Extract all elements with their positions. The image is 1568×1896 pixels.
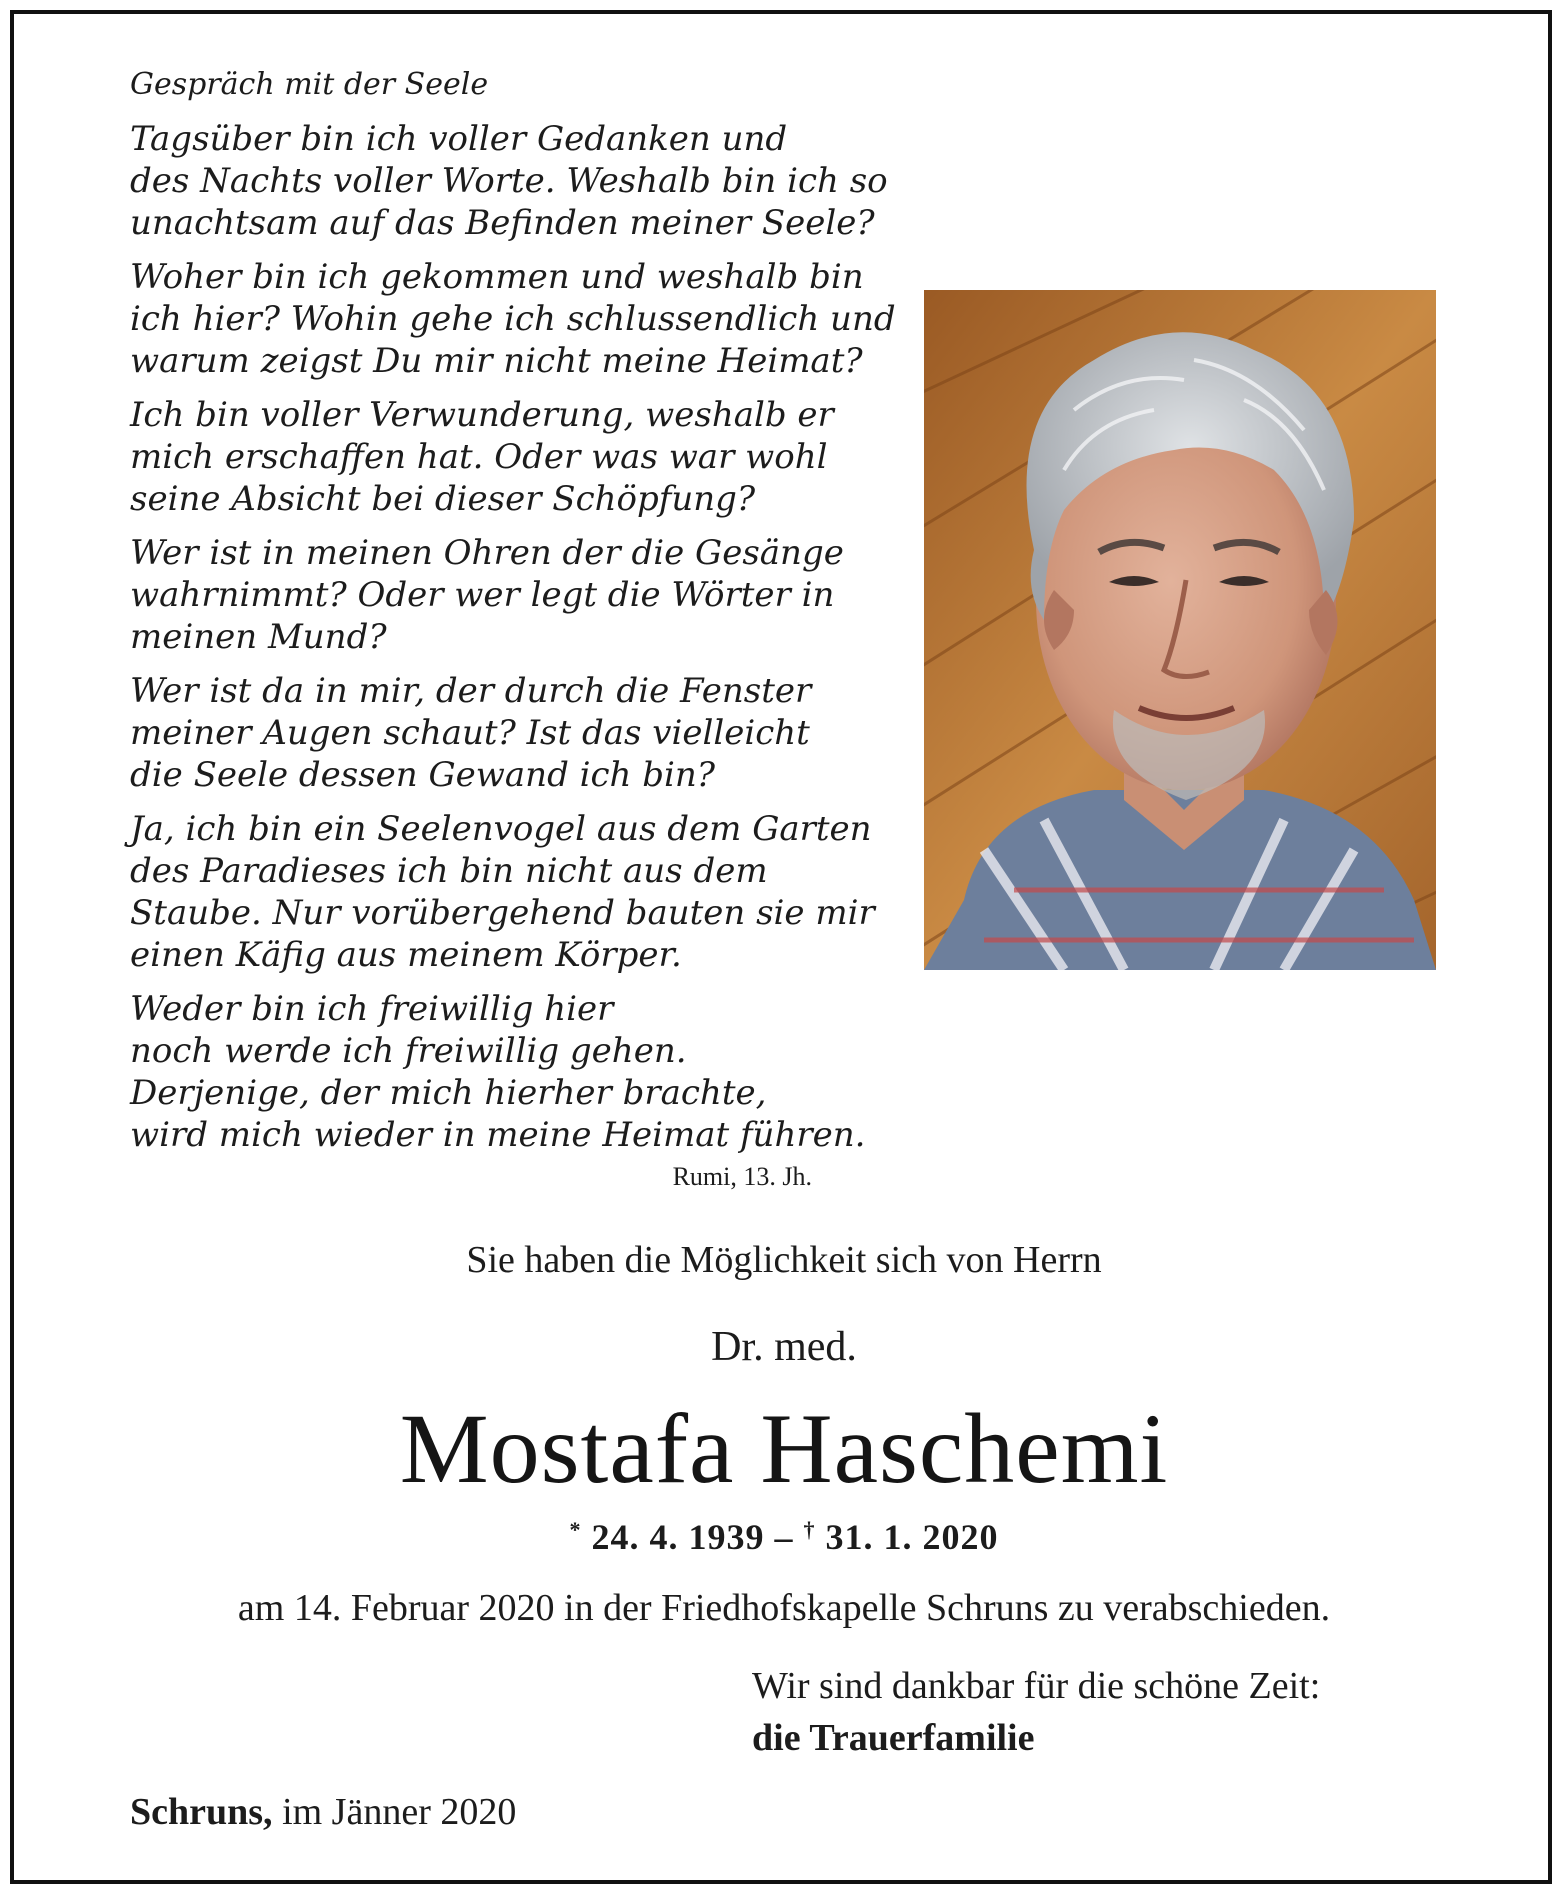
poem-line: seine Absicht bei dieser Schöpfung? (130, 479, 756, 519)
death-symbol: † (803, 1517, 816, 1542)
poem-line: noch werde ich freiwillig gehen. (130, 1031, 687, 1071)
poem-line: Tagsüber bin ich voller Gedanken und (130, 119, 788, 159)
poem-line: des Paradieses ich bin nicht aus dem (130, 851, 768, 891)
place-name: Schruns, (130, 1791, 273, 1833)
poem-stanza-4 (130, 532, 844, 658)
poem-line: wird mich wieder in meine Heimat führen. (130, 1115, 866, 1155)
birth-date: 24. 4. 1939 (591, 1517, 765, 1557)
life-dates (0, 1506, 1568, 1561)
portrait-illustration (924, 290, 1436, 970)
birth-symbol: * (569, 1517, 582, 1542)
poem-line: meinen Mund? (130, 617, 387, 657)
poem-line: des Nachts voller Worte. Weshalb bin ich so (130, 161, 888, 201)
intro-text: Sie haben die Möglichkeit sich von Herrn (466, 1239, 1102, 1281)
academic-title: Dr. med. (711, 1324, 857, 1370)
poem-line: die Seele dessen Gewand ich bin? (130, 755, 716, 795)
place-date: im Jänner 2020 (282, 1791, 517, 1833)
thanks-text: Wir sind dankbar für die schöne Zeit: (752, 1665, 1321, 1707)
poem-stanza-2 (130, 256, 896, 382)
poem-stanza-3 (130, 394, 834, 520)
poem-line: Derjenige, der mich hierher brachte, (130, 1073, 767, 1113)
poem-stanza-7 (130, 988, 866, 1156)
poem-line: Staube. Nur vorübergehend bauten sie mir (130, 893, 875, 933)
deceased-name: Mostafa Haschemi (399, 1393, 1169, 1504)
poem-line: warum zeigst Du mir nicht meine Heimat? (130, 341, 863, 381)
family-signature: die Trauerfamilie (752, 1717, 1035, 1759)
poem-line: Weder bin ich freiwillig hier (130, 989, 614, 1029)
poem-line: Ich bin voller Verwunderung, weshalb er (130, 395, 834, 435)
poem-line: unachtsam auf das Befinden meiner Seele? (130, 203, 875, 243)
poem-line: mich erschaffen hat. Oder was war wohl (130, 437, 828, 477)
date-dash: – (774, 1517, 794, 1557)
poem (130, 64, 896, 1168)
poem-line: Wer ist da in mir, der durch die Fenster (130, 671, 812, 711)
poem-stanza-5 (130, 670, 830, 796)
poem-title: Gespräch mit der Seele (130, 67, 489, 102)
poem-line: ich hier? Wohin gehe ich schlussendlich und (130, 299, 896, 339)
poem-line: meiner Augen schaut? Ist das vielleicht (130, 713, 810, 753)
place-date-line (130, 1788, 930, 1836)
poem-line: Woher bin ich gekommen und weshalb bin (130, 257, 864, 297)
death-date: 31. 1. 2020 (825, 1517, 999, 1557)
poem-line: einen Käfig aus meinem Körper. (130, 935, 682, 975)
poem-line: wahrnimmt? Oder wer legt die Wörter in (130, 575, 835, 615)
poem-attribution: Rumi, 13. Jh. (672, 1162, 812, 1191)
poem-line: Ja, ich bin ein Seelenvogel aus dem Garten (130, 809, 872, 849)
poem-stanza-6 (130, 808, 875, 976)
portrait-photo-icon (924, 290, 1436, 970)
farewell-text: am 14. Februar 2020 in der Friedhofskapelle Schruns zu verabschieden. (237, 1587, 1331, 1629)
poem-stanza-1 (130, 118, 888, 244)
poem-line: Wer ist in meinen Ohren der die Gesänge (130, 533, 844, 573)
